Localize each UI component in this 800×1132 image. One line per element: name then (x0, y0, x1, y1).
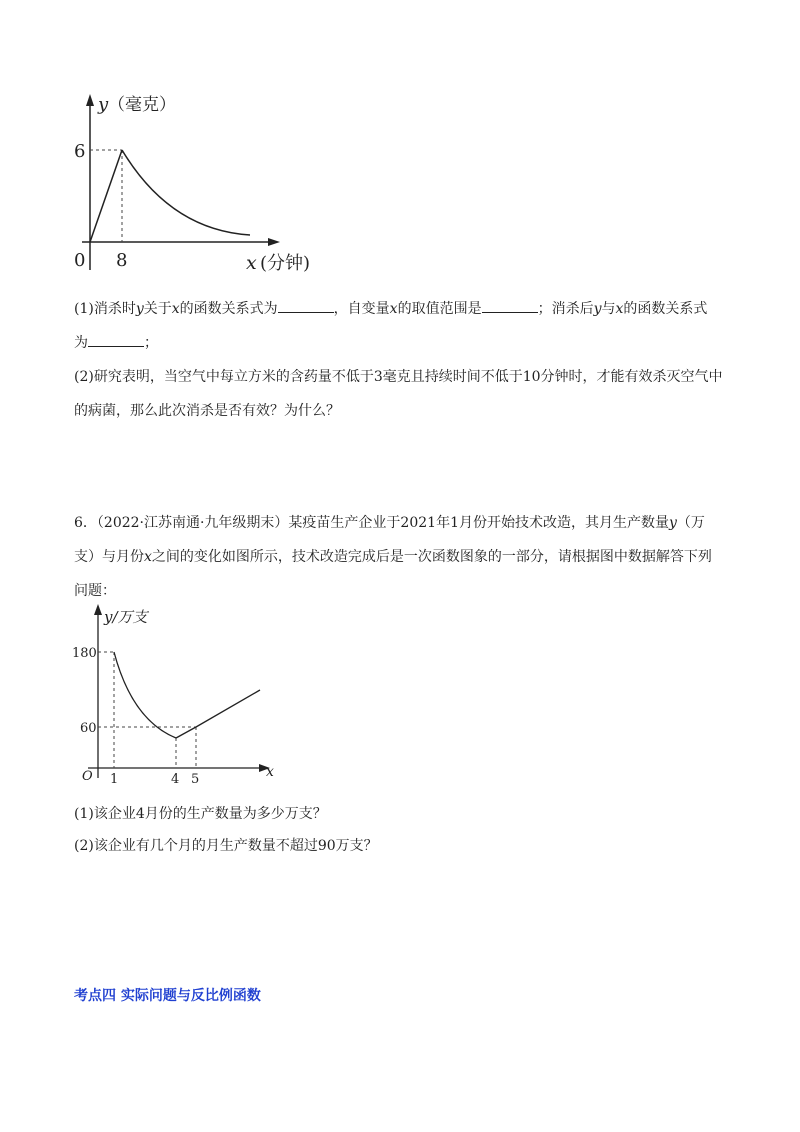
fig2-x-axis-label: x (266, 764, 274, 780)
section-heading: 考点四 实际问题与反比例函数 (74, 988, 261, 1004)
figure-2-graph (70, 600, 290, 785)
fig1-x-axis-unit: (分钟) (260, 253, 311, 274)
fig2-y-tick-180: 180 (72, 646, 97, 661)
fig1-rising-segment (90, 150, 122, 242)
fig1-decay-curve (122, 150, 250, 235)
fig1-x-tick-8: 8 (116, 250, 128, 271)
fig1-origin: 0 (74, 250, 86, 271)
fig2-x-tick-4: 4 (171, 772, 180, 785)
fig2-linear-after-5 (196, 690, 260, 727)
fig1-x-axis-var: x (246, 252, 257, 274)
q5-part2: (2)研究表明，当空气中每立方米的含药量不低于3毫克且持续时间不低于10分钟时，才能有效杀灭空气中 的病菌，那么此次消杀是否有效？为什么？ (74, 369, 723, 419)
q5-answer-blank-3[interactable] (88, 332, 144, 347)
fig2-y-axis-label: y/万支 (104, 608, 148, 626)
q6-sub2: (2)该企业有几个月的月生产数量不超过90万支？ (74, 838, 378, 854)
fig1-y-axis-unit: （毫克） (108, 95, 176, 115)
fig2-y-tick-60: 60 (80, 721, 97, 736)
q6-stem: 6．（2022·江苏南通·九年级期末）某疫苗生产企业于2021年1月份开始技术改造，其月生产数量y（万 支）与月份x之间的变化如图所示，技术改造完成后是一次函数图象的一部分，请根据图中数据解答下列 问题： (74, 515, 712, 599)
figure-1-graph (60, 90, 360, 280)
q6-sub1: (1)该企业4月份的生产数量为多少万支？ (74, 806, 327, 822)
q5-part1: (1)消杀时y关于x的函数关系式为 ，自变量x的取值范围是 ；消杀后y与x的函数关系式 为 ； (74, 292, 734, 360)
fig2-origin: O (82, 769, 93, 784)
fig1-x-axis-arrow (268, 238, 280, 246)
fig1-y-axis-arrow (86, 94, 94, 106)
fig1-y-tick-6: 6 (74, 141, 86, 162)
fig2-x-tick-1: 1 (110, 772, 119, 785)
fig2-segment-4-5 (176, 727, 196, 738)
fig2-decreasing-curve (114, 652, 176, 738)
q5-answer-blank-1[interactable] (278, 298, 334, 313)
q5-answer-blank-2[interactable] (482, 298, 538, 313)
fig2-y-axis-arrow (94, 604, 102, 615)
fig1-y-axis-var: y (98, 94, 109, 115)
fig2-x-tick-5: 5 (191, 772, 200, 785)
